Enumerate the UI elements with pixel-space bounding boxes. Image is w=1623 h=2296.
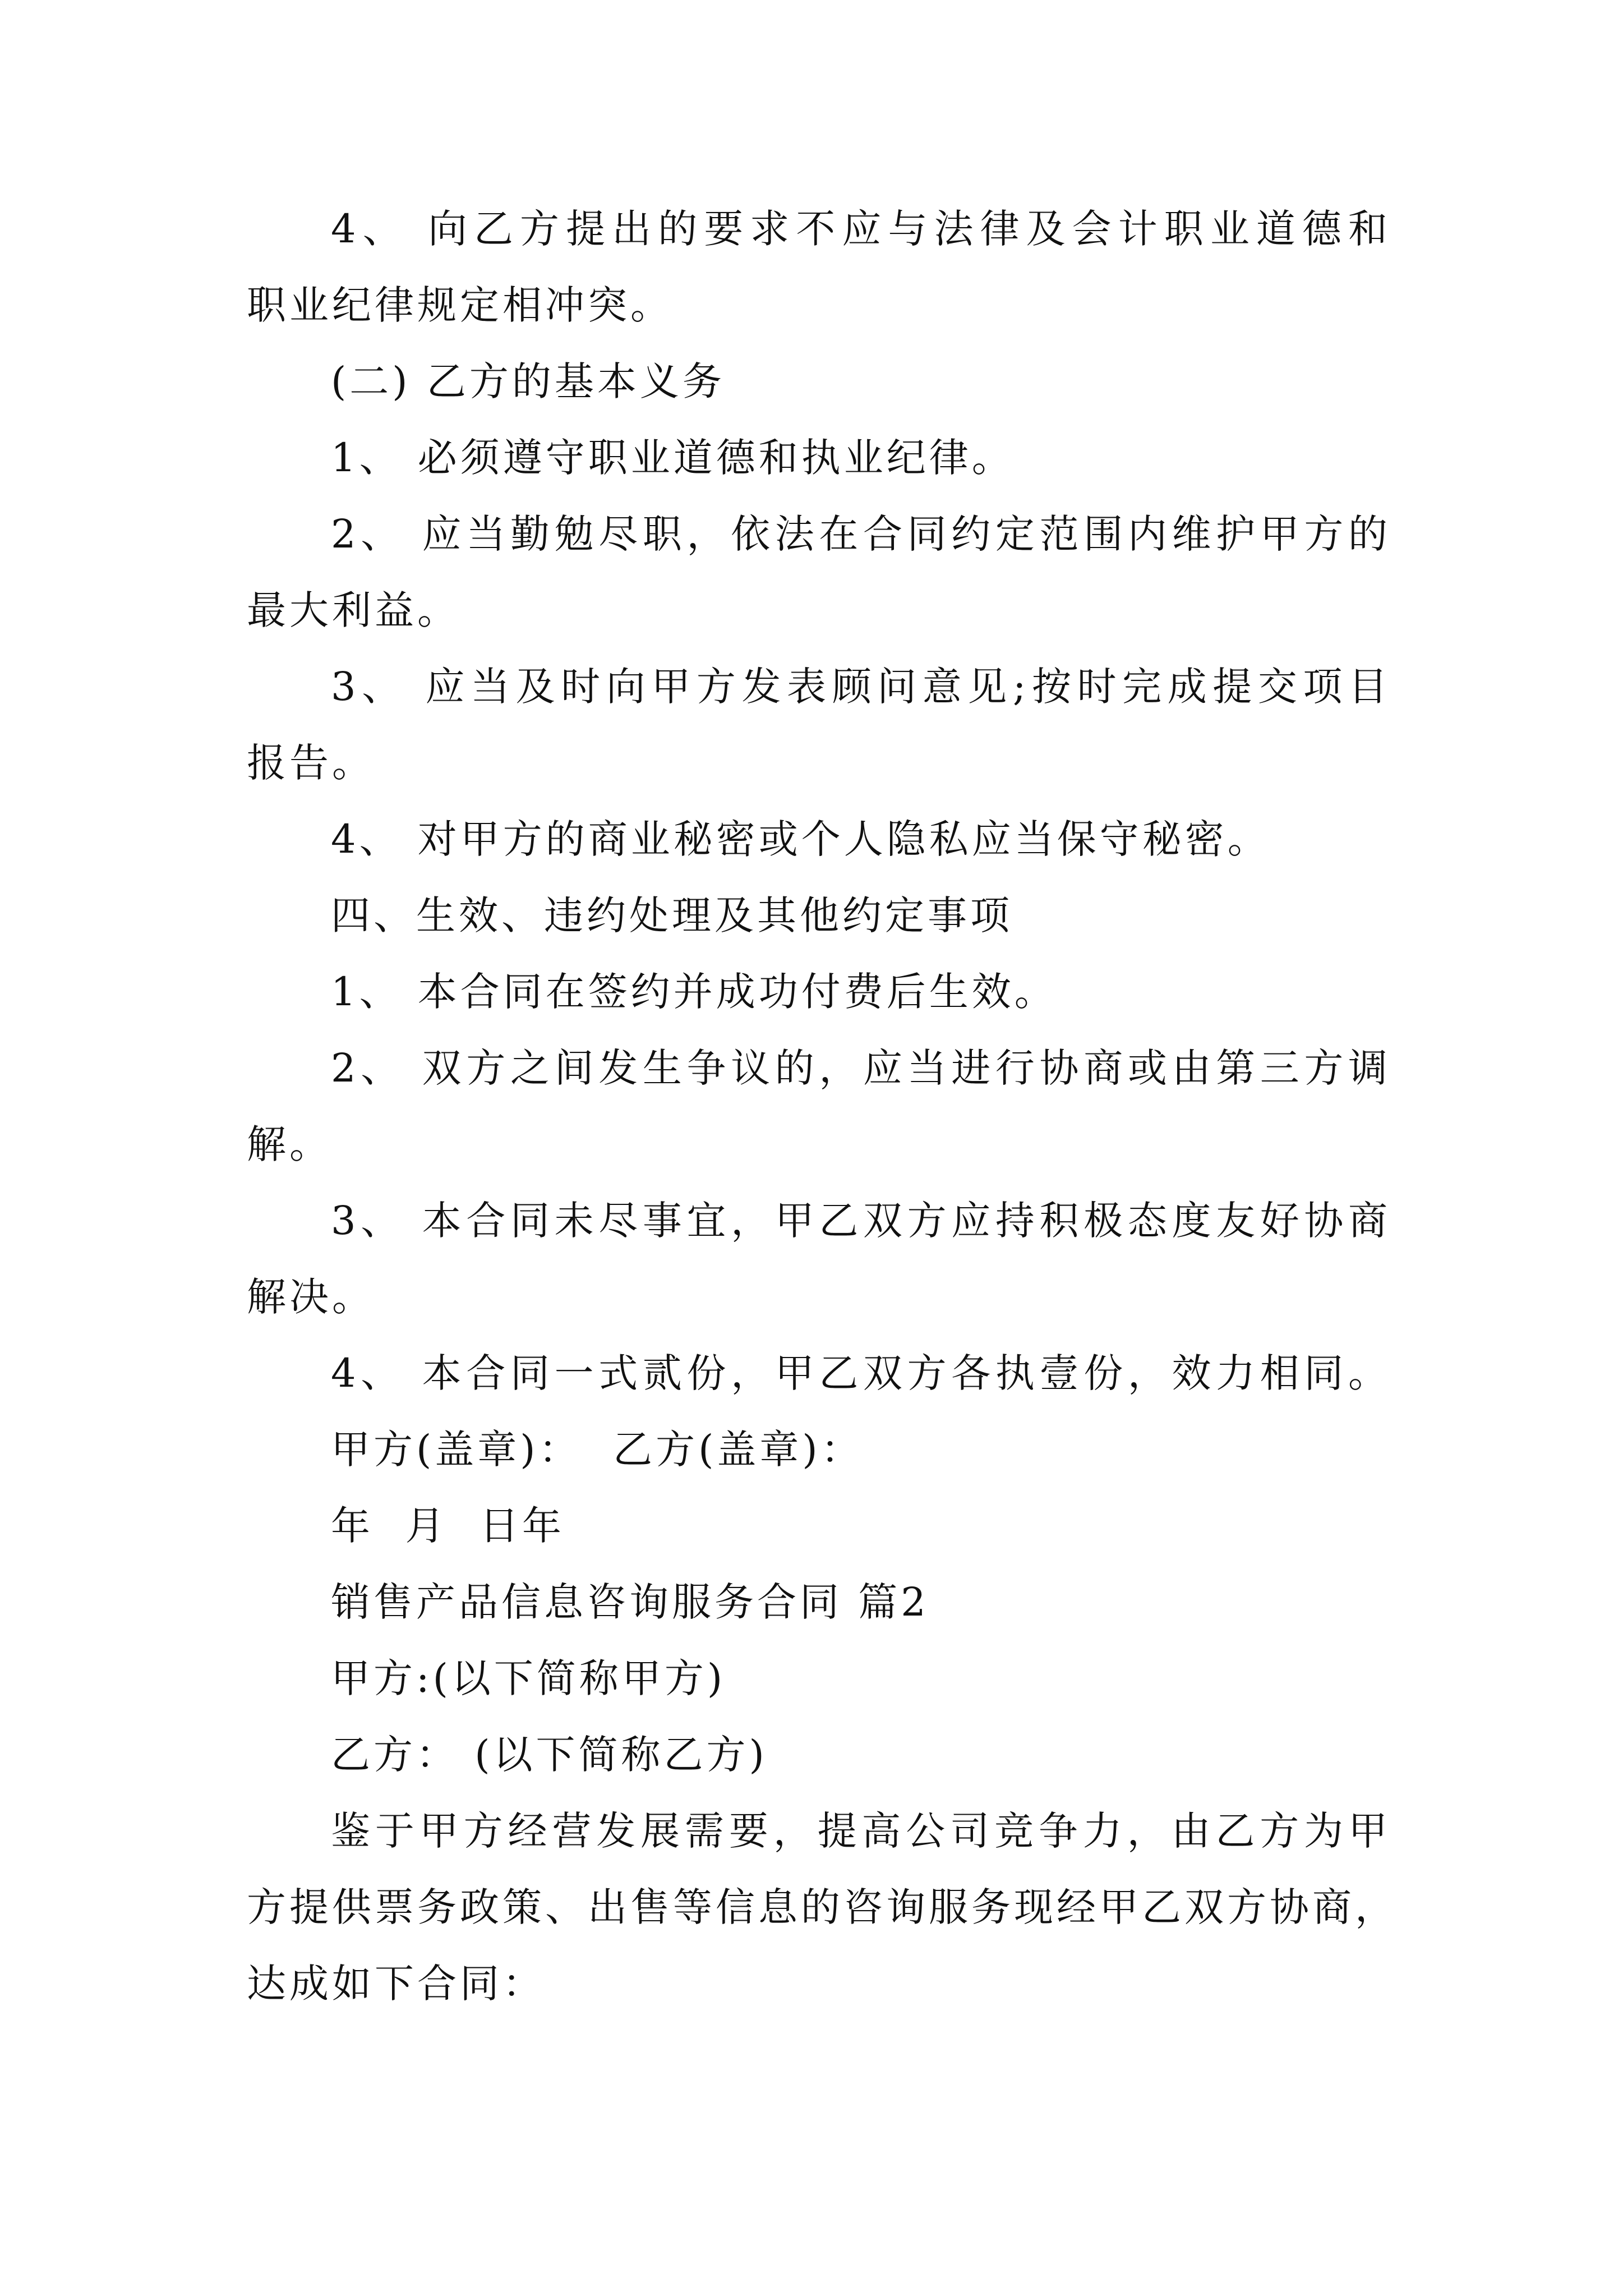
text-line: 3、 应当及时向甲方发表顾问意见;按时完成提交项目 xyxy=(331,664,1391,710)
text-line: 4、 本合同一式贰份，甲乙双方各执壹份，效力相同。 xyxy=(331,1350,1391,1396)
section-heading: 四、生效、违约处理及其他约定事项 xyxy=(331,892,1013,938)
text-line: 职业纪律规定相冲突。 xyxy=(247,282,673,328)
section-heading: (二) 乙方的基本义务 xyxy=(331,358,725,404)
contract-title: 销售产品信息咨询服务合同 篇2 xyxy=(331,1579,929,1625)
document-body xyxy=(247,191,1398,2022)
text-line: 解。 xyxy=(247,1121,332,1167)
text-line: 1、 必须遵守职业道德和执业纪律。 xyxy=(331,435,1015,481)
text-line: 2、 应当勤勉尽职，依法在合同约定范围内维护甲方的 xyxy=(331,511,1391,557)
text-line: 达成如下合同： xyxy=(247,1961,545,2007)
text-line: 鉴于甲方经营发展需要，提高公司竞争力，由乙方为甲 xyxy=(331,1808,1391,1854)
text-line: 4、 向乙方提出的要求不应与法律及会计职业道德和 xyxy=(331,206,1391,252)
text-line: 1、 本合同在签约并成功付费后生效。 xyxy=(331,969,1057,1015)
signature-line: 甲方(盖章)： 乙方(盖章)： xyxy=(331,1427,864,1473)
date-line: 年 月 日年 xyxy=(331,1503,565,1549)
text-line: 方提供票务政策、出售等信息的咨询服务现经甲乙双方协商， xyxy=(247,1884,1398,1930)
text-line: 4、 对甲方的商业秘密或个人隐私应当保守秘密。 xyxy=(331,816,1270,862)
text-line: 3、 本合同未尽事宜，甲乙双方应持积极态度友好协商 xyxy=(331,1198,1391,1244)
party-b-line: 乙方： (以下简称乙方) xyxy=(331,1732,768,1778)
text-line: 解决。 xyxy=(247,1274,375,1320)
party-a-line: 甲方:(以下简称甲方) xyxy=(331,1655,726,1701)
text-line: 最大利益。 xyxy=(247,587,460,633)
text-line: 报告。 xyxy=(247,740,375,786)
text-line: 2、 双方之间发生争议的，应当进行协商或由第三方调 xyxy=(331,1045,1391,1091)
